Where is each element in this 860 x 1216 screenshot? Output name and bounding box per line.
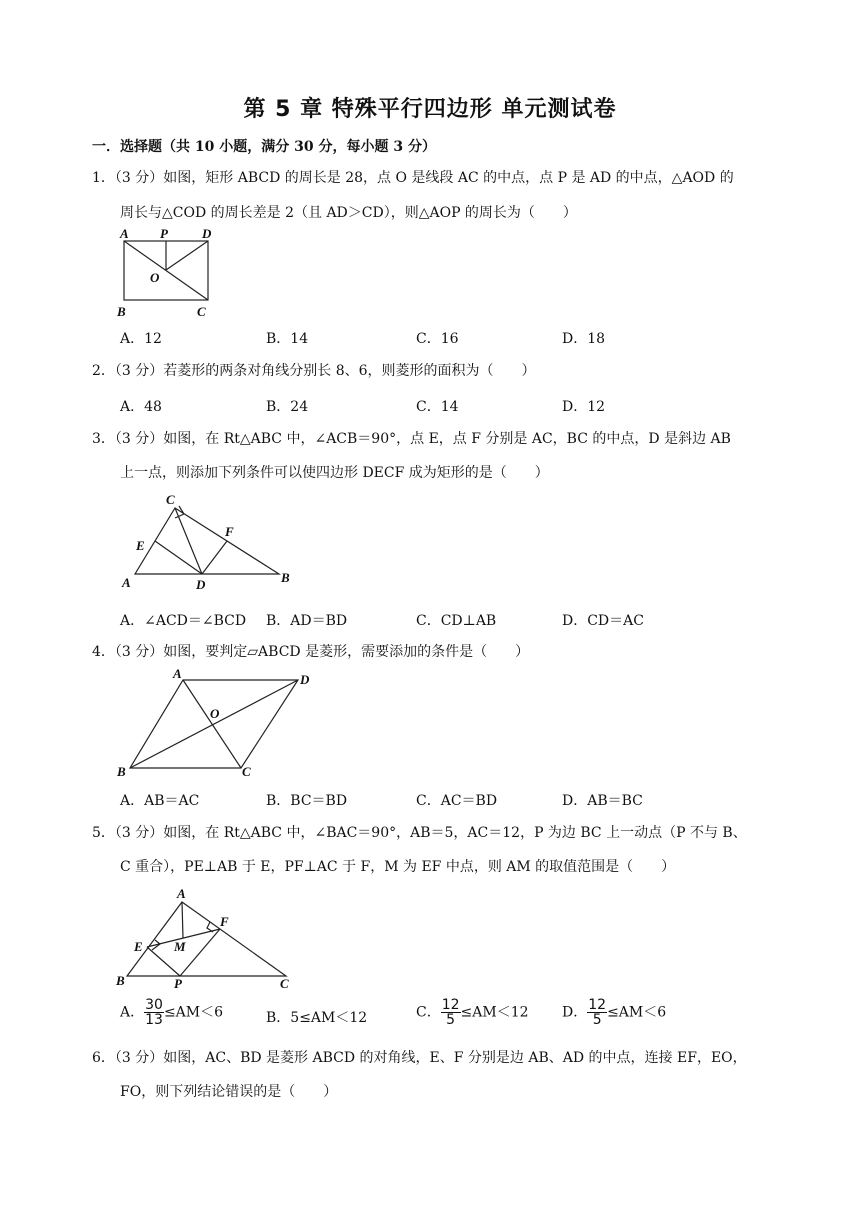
section-heading: 一．选择题（共 10 小题，满分 30 分，每小题 3 分） <box>92 139 436 155</box>
label-a: A <box>122 575 131 590</box>
q3-option-c: C．CD⊥AB <box>416 613 497 629</box>
label-e: E <box>134 939 143 954</box>
label-b: B <box>116 973 125 988</box>
q4-line1: 4．（3 分）如图，要判定▱ABCD 是菱形，需要添加的条件是（ ） <box>92 644 530 660</box>
label-c: C <box>280 976 289 990</box>
q5-option-a-fraction <box>144 998 164 1027</box>
q3-line1: 3．（3 分）如图，在 Rt△ABC 中，∠ACB＝90°，点 E，点 F 分别是 AC，BC 的中点，D 是斜边 AB <box>92 431 731 447</box>
q1-option-a: A．12 <box>120 331 162 347</box>
segment-fp <box>180 929 220 976</box>
label-b: B <box>117 764 126 779</box>
label-c: C <box>197 304 206 319</box>
label-d: D <box>202 226 212 241</box>
label-b: B <box>117 304 126 319</box>
q4-option-d: D．AB＝BC <box>562 793 643 809</box>
label-o: O <box>210 706 220 721</box>
q5-option-d <box>562 998 666 1027</box>
q5-option-c-tail: ≤AM＜12 <box>460 1004 529 1021</box>
segment-fd <box>202 541 227 574</box>
label-p: P <box>174 976 182 990</box>
label-o: O <box>150 270 160 285</box>
q5-option-d-denominator: 5 <box>592 1012 602 1028</box>
q5-option-d-label: D． <box>562 1004 588 1021</box>
q5-line1: 5．（3 分）如图，在 Rt△ABC 中，∠BAC＝90°，AB＝5，AC＝12，P 为边 BC 上一动点（P 不与 B、 <box>92 825 747 841</box>
label-b: B <box>281 570 290 585</box>
q3-option-b: B．AD＝BD <box>266 613 348 629</box>
label-a: A <box>173 666 182 681</box>
q3-option-a: A．∠ACD＝∠BCD <box>120 613 247 629</box>
q4-option-a: A．AB＝AC <box>120 793 200 809</box>
q5-option-a-tail: ≤AM＜6 <box>163 1004 224 1021</box>
q5-option-d-tail: ≤AM＜6 <box>607 1004 667 1021</box>
q2-option-b: B．24 <box>266 399 309 415</box>
q5-line2: C 重合），PE⊥AB 于 E，PF⊥AC 于 F，M 为 EF 中点，则 AM 的取值范围是（ ） <box>120 859 676 875</box>
q5-option-a-denominator: 13 <box>145 1012 163 1028</box>
label-c: C <box>242 764 251 779</box>
label-m: M <box>174 939 186 954</box>
q1-line1: 1．（3 分）如图，矩形 ABCD 的周长是 28，点 O 是线段 AC 的中点，点 P 是 AD 的中点，△AOD 的 <box>92 170 734 186</box>
figure-q1-rectangle <box>112 226 222 320</box>
label-c: C <box>166 492 175 507</box>
q5-option-c-label: C． <box>416 1004 441 1021</box>
label-d: D <box>196 577 206 590</box>
q1-option-d: D．18 <box>562 331 606 347</box>
q6-line2: FO，则下列结论错误的是（ ） <box>120 1084 338 1100</box>
q5-option-c <box>416 998 529 1027</box>
triangle-abc <box>135 508 279 574</box>
q6-line1: 6．（3 分）如图，AC、BD 是菱形 ABCD 的对角线，E、F 分别是边 AB、AD 的中点，连接 EF，EO， <box>92 1050 747 1066</box>
label-e: E <box>136 538 145 553</box>
page-title: 第 5 章 特殊平行四边形 单元测试卷 <box>243 97 617 122</box>
label-a: A <box>177 886 186 901</box>
q1-option-c: C．16 <box>416 331 459 347</box>
q1-option-b: B．14 <box>266 331 309 347</box>
segment-od <box>166 241 208 270</box>
q5-option-b: B．5≤AM＜12 <box>266 1010 368 1026</box>
q5-option-c-denominator: 5 <box>446 1012 456 1028</box>
q4-option-c: C．AC＝BD <box>416 793 498 809</box>
q2-line1: 2．（3 分）若菱形的两条对角线分别长 8、6，则菱形的面积为（ ） <box>92 363 536 379</box>
segment-am <box>182 902 183 938</box>
q5-option-a-numerator: 30 <box>145 997 163 1013</box>
q4-option-b: B．BC＝BD <box>266 793 348 809</box>
diagonal-bd <box>130 680 298 768</box>
label-f: F <box>225 524 234 539</box>
q2-option-d: D．12 <box>562 399 606 415</box>
q3-line2: 上一点，则添加下列条件可以使四边形 DECF 成为矩形的是（ ） <box>120 465 549 481</box>
figure-q5-triangle <box>112 884 302 990</box>
q5-option-a <box>120 998 223 1027</box>
q3-option-d: D．CD＝AC <box>562 613 644 629</box>
label-a: A <box>120 226 129 241</box>
diagonal-ac <box>183 680 241 768</box>
q2-option-c: C．14 <box>416 399 459 415</box>
q5-option-c-numerator: 12 <box>441 997 460 1013</box>
q5-option-c-fraction <box>441 998 461 1027</box>
q2-option-a: A．48 <box>120 399 162 415</box>
label-d: D <box>300 672 310 687</box>
figure-q3-triangle <box>115 490 305 590</box>
triangle-abc <box>127 902 286 976</box>
label-p: P <box>160 226 168 241</box>
q1-line2: 周长与△COD 的周长差是 2（且 AD＞CD），则△AOP 的周长为（ ） <box>120 205 577 221</box>
q5-option-d-numerator: 12 <box>588 997 607 1013</box>
q5-option-d-fraction <box>587 998 607 1027</box>
label-f: F <box>220 914 229 929</box>
figure-q4-parallelogram <box>113 666 323 782</box>
q5-option-a-label: A． <box>120 1004 145 1021</box>
